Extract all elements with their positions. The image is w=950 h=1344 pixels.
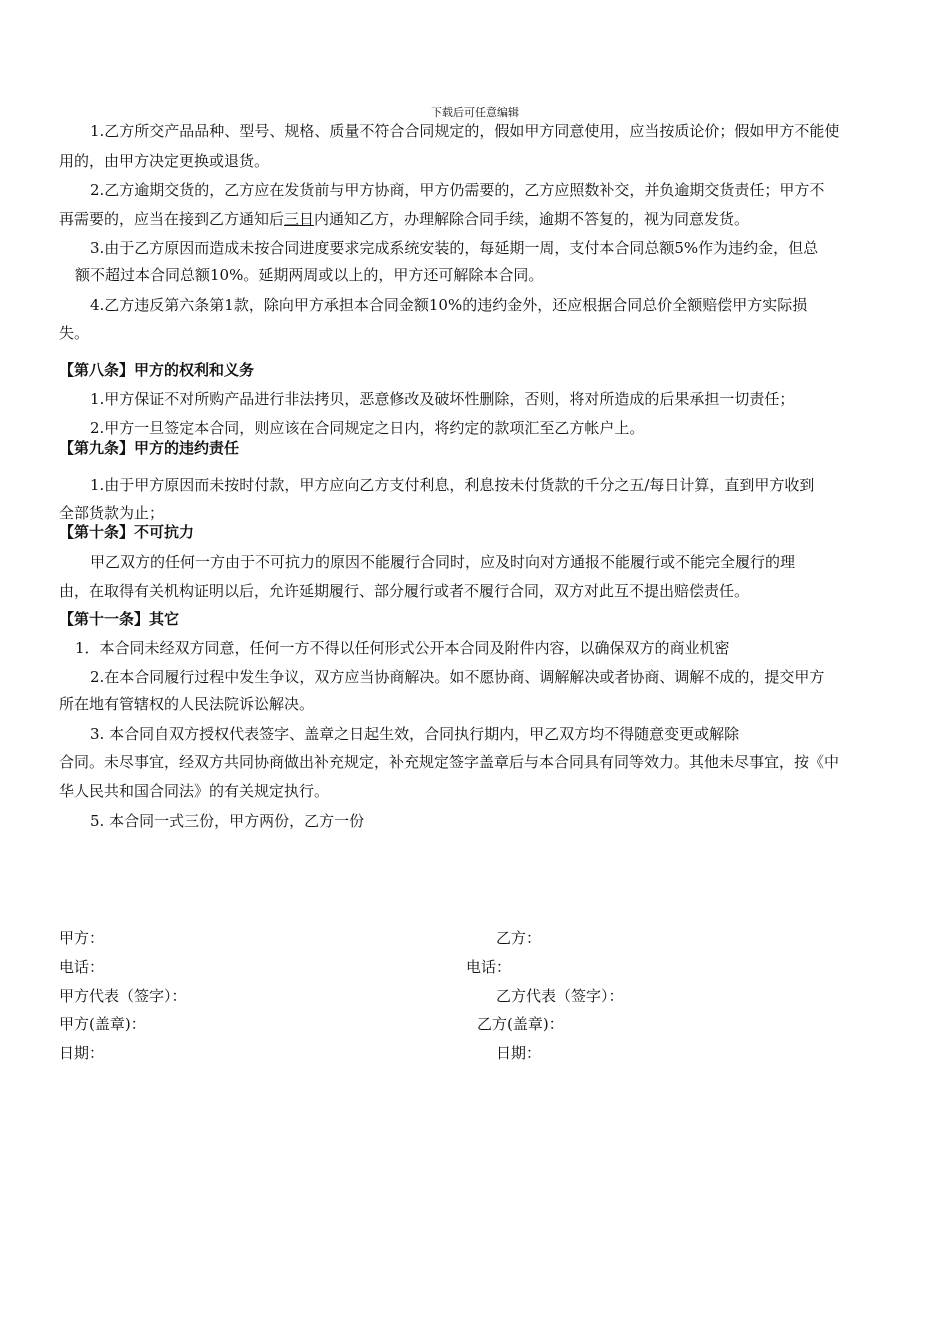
clause-7-2-text-post: 内通知乙方，办理解除合同手续，逾期不答复的，视为同意发货。: [314, 210, 750, 228]
clause-11-3-line-1: 3. 本合同自双方授权代表签字、盖章之日起生效，合同执行期内，甲乙双方均不得随意变更或解除: [90, 725, 740, 743]
clause-11-3-line-2: 合同。未尽事宜，经双方共同协商做出补充规定，补充规定签字盖章后与本合同具有同等效力。其他未尽事宜，按《中: [59, 753, 840, 771]
clause-8-1: 1.甲方保证不对所购产品进行非法拷贝，恶意修改及破坏性删除，否则，将对所造成的后果承担一切责任；: [90, 390, 795, 408]
party-b-label: 乙方：: [496, 929, 542, 947]
clause-7-4-line-1: 4.乙方违反第六条第1款，除向甲方承担本合同金额10%的违约金外，还应根据合同总价全额赔偿甲方实际损: [90, 296, 808, 314]
party-b-date-label: 日期：: [496, 1044, 542, 1062]
party-b-phone-label: 电话：: [466, 958, 512, 976]
clause-9-1-line-2: 全部货款为止；: [59, 504, 165, 522]
article-11-heading: 【第十一条】其它: [59, 610, 180, 628]
article-8-heading: 【第八条】甲方的权利和义务: [59, 361, 255, 379]
clause-11-2-line-1: 2.在本合同履行过程中发生争议，双方应当协商解决。如不愿协商、调解解决或者协商、调解不成的，提交甲方: [90, 668, 825, 686]
party-a-date-label: 日期：: [59, 1044, 105, 1062]
clause-7-4-line-2: 失。: [59, 324, 90, 342]
party-b-representative-label: 乙方代表（签字）：: [496, 987, 624, 1005]
party-a-representative-label: 甲方代表（签字）：: [59, 987, 187, 1005]
page-header: 下载后可任意编辑: [431, 106, 519, 119]
clause-8-2: 2.甲方一旦签定本合同，则应该在合同规定之日内，将约定的款项汇至乙方帐户上。: [90, 419, 645, 437]
clause-9-1-line-1: 1.由于甲方原因而未按时付款，甲方应向乙方支付利息，利息按未付货款的千分之五/每日计算，直到甲方收到: [90, 476, 815, 494]
clause-7-3-line-1: 3.由于乙方原因而造成未按合同进度要求完成系统安装的，每延期一周，支付本合同总额5%作为违约金，但总: [90, 239, 819, 257]
clause-10-line-2: 由，在取得有关机构证明以后，允许延期履行、部分履行或者不履行合同，双方对此互不提出赔偿责任。: [59, 582, 750, 600]
clause-11-5: 5. 本合同一式三份，甲方两份，乙方一份: [90, 812, 365, 830]
party-a-seal-label: 甲方(盖章)：: [59, 1015, 146, 1033]
party-a-phone-label: 电话：: [59, 958, 105, 976]
clause-11-3-line-3: 华人民共和国合同法》的有关规定执行。: [59, 782, 330, 800]
article-10-heading: 【第十条】不可抗力: [59, 523, 195, 541]
party-b-seal-label: 乙方(盖章)：: [477, 1015, 564, 1033]
three-days-underlined: 三日: [284, 210, 315, 228]
clause-7-2-text-pre: 再需要的，应当在接到乙方通知后: [59, 210, 285, 228]
clause-7-1-line-2: 用的，由甲方决定更换或退货。: [59, 152, 270, 170]
clause-7-3-line-2: 额不超过本合同总额10%。延期两周或以上的，甲方还可解除本合同。: [75, 266, 544, 284]
article-9-heading: 【第九条】甲方的违约责任: [59, 439, 240, 457]
clause-7-1-line-1: 1.乙方所交产品品种、型号、规格、质量不符合合同规定的，假如甲方同意使用，应当按质论价；假如甲方不能使: [90, 122, 840, 140]
party-a-label: 甲方：: [59, 929, 105, 947]
clause-10-line-1: 甲乙双方的任何一方由于不可抗力的原因不能履行合同时，应及时向对方通报不能履行或不能完全履行的理: [90, 553, 796, 571]
clause-7-2-line-1: 2.乙方逾期交货的，乙方应在发货前与甲方协商，甲方仍需要的，乙方应照数补交，并负逾期交货责任；甲方不: [90, 181, 825, 199]
clause-11-2-line-2: 所在地有管辖权的人民法院诉讼解决。: [59, 695, 315, 713]
clause-11-1: 1．本合同未经双方同意，任何一方不得以任何形式公开本合同及附件内容，以确保双方的商业机密: [75, 639, 730, 657]
clause-7-2-line-2: [59, 209, 749, 229]
